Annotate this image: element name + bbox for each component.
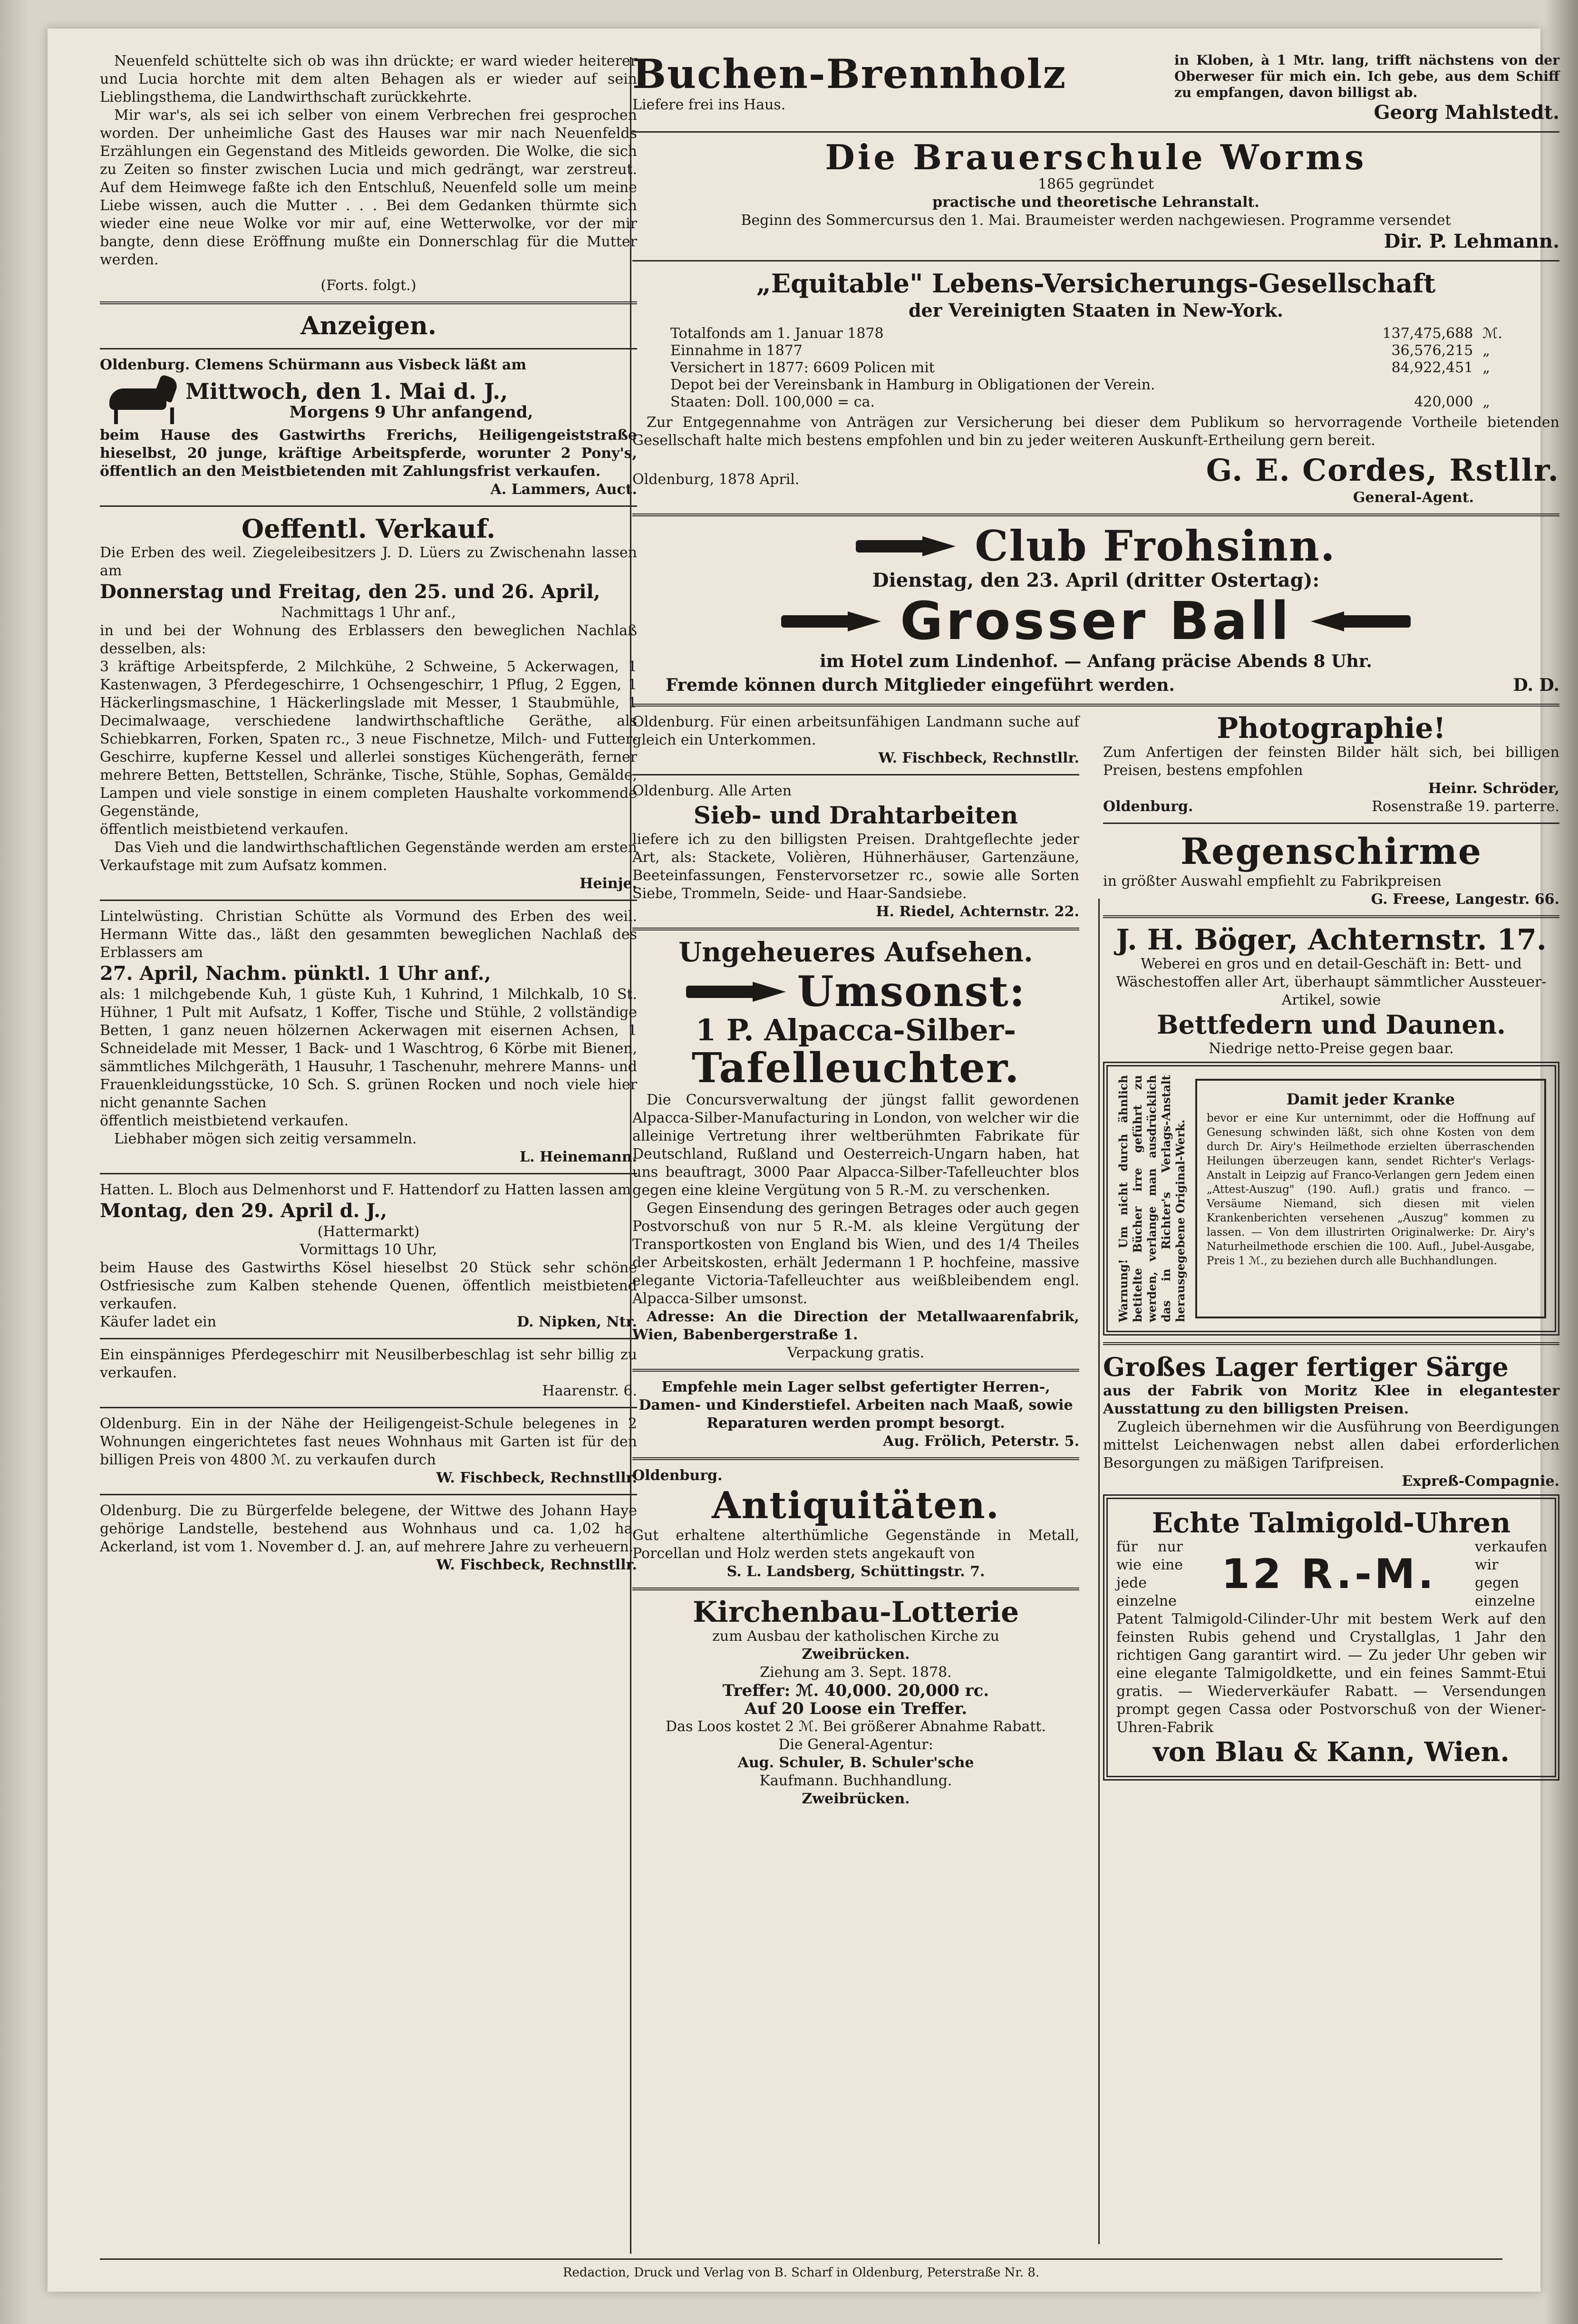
ad-title: Club Frohsinn. [975, 521, 1336, 571]
ad-text: Weberei en gros und en detail-Geschäft in: Bett- und Wäschestoffen aller Art, überhaupt sämmtlicher Aussteuer-Artikel, sowie [1116, 956, 1547, 1008]
ad-text: in Kloben, à 1 Mtr. lang, trifft nächstens von der Oberweser für mich ein. Ich gebe, aus dem Schiff zu empfangen, davon billigst ab. [1174, 52, 1559, 100]
continuation-note: (Forts. folgt.) [320, 277, 416, 294]
ad-signature: D. Nipken, Ntr. [517, 1314, 637, 1330]
ad-text: Gegen Einsendung des geringen Betrages oder auch gegen Postvorschuß von nur 5 R.-M. als kleine Vergütung der Transportkosten von England bis Wien, und des 1/4 Theiles der Arbeitskosten, erhält Jedermann 1 P. hochfeine, massive elegante Victoria-Tafelleuchter aus weißbleibendem engl. Alpacca-Silber umsonst. [632, 1200, 1079, 1307]
ad-signature: A. Lammers, Auct. [490, 481, 637, 498]
ad-text: Verpackung gratis. [787, 1345, 925, 1361]
ad-time: Nachmittags 1 Uhr anf., [281, 604, 456, 621]
divider [1103, 915, 1559, 918]
ad-text: Adresse: An die Direction der Metallwaarenfabrik, Wien, Babenbergerstraße 1. [632, 1308, 1079, 1343]
divider [632, 774, 1079, 775]
ad-text: Oldenburg. [632, 1467, 723, 1484]
table-cell [1383, 377, 1473, 394]
pointing-hand-icon [1311, 607, 1411, 635]
pointing-hand-icon [856, 532, 956, 560]
ad-text: öffentlich meistbietend verkaufen. [100, 1113, 349, 1129]
figures-table [670, 325, 1502, 411]
table-cell: Totalfonds am 1. Januar 1878 [670, 325, 884, 342]
divider [632, 1588, 1079, 1590]
ad-signature: W. Fischbeck, Rechnstllr. [436, 1470, 637, 1486]
ad-role: General-Agent. [1353, 489, 1474, 506]
ad-text: Oldenburg. Alle Arten [632, 783, 792, 799]
ad-time: Morgens 9 Uhr anfangend, [289, 403, 533, 422]
ad-text: Aug. Schuler, B. Schuler'sche [737, 1754, 974, 1771]
ad-text: verkaufen wir gegen einzelne [1475, 1539, 1548, 1609]
ad-harness [100, 1346, 637, 1400]
ad-sieve [632, 782, 1079, 921]
ad-text: Beginn des Sommercursus den 1. Mai. Braumeister werden nachgewiesen. Programme versendet [741, 212, 1451, 229]
ad-place: Oldenburg. [1103, 798, 1193, 815]
story-paragraph: Mir war's, als sei ich selber von einem Verbrechen frei gesprochen worden. Der unheimliche Gast des Hauses war mir nach Neuenfelds Erzählungen ein Gegenstand des Mitleids geworden. Die Wolke, die sich zu Zeiten so finster zwischen Lucia und mich gedrängt, war zerstreut. Auf dem Heimwege faßte ich den Entschluß, Neuenfeld solle um meine Liebe wissen, auch die Mutter . . . Bei dem Gedanken thürmte sich wieder eine neue Wolke vor mir auf, eine Wetterwolke, vor der mir bangte, denn diese Eröffnung mußte ein Donnerschlag für die Mutter werden. [100, 107, 637, 268]
left-column [100, 52, 637, 1574]
ad-signature: H. Riedel, Achternstr. 22. [876, 903, 1079, 920]
divider [100, 900, 637, 901]
ad-title: Oeffentl. Verkauf. [242, 513, 495, 544]
ad-date: Mittwoch, den 1. Mai d. J., [185, 378, 508, 404]
ad-text: liefere ich zu den billigsten Preisen. Drahtgeflechte jeder Art, als: Stackete, Volièren, Hühnerhäuser, Gartenzäune, Beeteinfassungen, Fenstervorsetzer rc., sowie alle Sorten Siebe, Trommeln, Seide- und Haar-Sandsiebe. [632, 831, 1079, 902]
ad-text: practische und theoretische Lehranstalt. [932, 194, 1259, 211]
ad-text: Liebhaber mögen sich zeitig versammeln. [114, 1131, 417, 1147]
ad-text: bevor er eine Kur unternimmt, oder die Hoffnung auf Genesung schwinden läßt, sich ohne Kosten von dem durch Dr. Airy's Heilmethode erzielten überraschenden Heilungen überzeugen kann, sendet Richter's Verlags-Anstalt in Leipzig auf Franco-Verlangen gern Jedem einen „Attest-Auszug" (190. Aufl.) gratis und franco. — Versäume Niemand, sich diesen mit vielen Krankenberichten versehenen „Auszug" kommen zu lassen. — Von dem illustrirten Originalwerke: Dr. Airy's Naturheilmethode erschien die 100. Aufl., Jubel-Ausgabe, Preis 1 ℳ., zu beziehen durch alle Buchhandlungen. [1207, 1112, 1535, 1267]
ad-title: Ungeheueres Aufsehen. [678, 937, 1033, 968]
horse-icon [100, 374, 185, 426]
right-column [632, 52, 1559, 1808]
ad-text: Ziehung am 3. Sept. 1878. [760, 1664, 952, 1681]
ad-text: Niedrige netto-Preise gegen baar. [1209, 1040, 1454, 1057]
ad-text: Zur Entgegennahme von Anträgen zur Versicherung bei dieser dem Publikum so hervorragende Vortheile bietenden Gesellschaft halte mich bestens empfohlen und bin zu jeder weiteren Auskunft-Ertheilung gern bereit. [632, 414, 1559, 449]
ad-text: Oldenburg. Ein in der Nähe der Heiligengeist-Schule belegenes in 2 Wohnungen eingerichtetes fast neues Wohnhaus mit Garten ist für den billigen Preis von 4800 ℳ. zu verkaufen durch [100, 1415, 637, 1468]
imprint-footer: Redaction, Druck und Verlag von B. Scharf in Oldenburg, Peterstraße Nr. 8. [100, 2258, 1502, 2280]
ad-text: Treffer: ℳ. 40,000. 20,000 rc. [722, 1681, 989, 1700]
ad-title: 1 P. Alpacca-Silber- [696, 1013, 1016, 1047]
table-cell: Einnahme in 1877 [670, 342, 803, 359]
ad-price: 12 R.-M. [1221, 1550, 1437, 1598]
ad-text: in und bei der Wohnung des Erblassers den beweglichen Nachlaß desselben, als: [100, 622, 637, 657]
divider [100, 1494, 637, 1495]
ad-date: Donnerstag und Freitag, den 25. und 26. April, [100, 581, 600, 603]
ad-address: Haarenstr. 6. [542, 1383, 637, 1399]
table-cell: 36,576,215 [1391, 342, 1473, 359]
ad-signature: Georg Mahlstedt. [1374, 101, 1559, 124]
ad-text: Patent Talmigold-Cilinder-Uhr mit bestem Werk auf den feinsten Rubis gehend und Crystallglas, 1 Jahr den richtigen Gang garantirt wird. — Zu jeder Uhr geben wir eine elegante Talmigoldkette, und ein feines Sammt-Etui gratis. — Wiederverkäufer Rabatt. — Versendungen prompt gegen Cassa oder Postvorschuß von der Wiener-Uhren-Fabrik [1116, 1611, 1546, 1736]
ad-text: Ein einspänniges Pferdegeschirr mit Neusilberbeschlag ist sehr billig zu verkaufen. [100, 1346, 637, 1381]
ad-text: für nur wie eine jede einzelne [1116, 1539, 1183, 1609]
ad-signature: S. L. Landsberg, Schüttingstr. 7. [726, 1563, 985, 1580]
divider [1103, 1342, 1559, 1345]
ad-signature: W. Fischbeck, Rechnstllr. [878, 750, 1079, 766]
page-edge-left [0, 0, 29, 2324]
divider [632, 1457, 1079, 1460]
ad-title: Photographie! [1217, 712, 1446, 745]
ad-title: Antiquitäten. [712, 1484, 1000, 1527]
ad-text: Auf 20 Loose ein Treffer. [744, 1699, 968, 1718]
ad-title: „Equitable" Lebens-Versicherungs-Gesellschaft [756, 268, 1436, 299]
ad-signature: L. Heinemann. [520, 1149, 637, 1165]
ad-text: Oldenburg. Die zu Bürgerfelde belegene, der Wittwe des Johann Haye gehörige Landstelle, bestehend aus Wohnhaus und ca. 1,02 ha. Ackerland, ist vom 1. November d. J. an, auf mehrere Jahre zu verheuern. [100, 1502, 637, 1555]
divider [100, 301, 637, 304]
ad-signature: D. D. [1513, 675, 1559, 695]
ad-text: zum Ausbau der katholischen Kirche zu [712, 1628, 999, 1645]
ad-text: Empfehle mein Lager selbst gefertigter Herren-, Damen- und Kinderstiefel. Arbeiten nach Maaß, sowie Reparaturen werden prompt besorgt. [639, 1379, 1073, 1432]
divider [632, 704, 1559, 707]
ad-text: Liefere frei ins Haus. [632, 97, 786, 113]
ad-land [100, 1502, 637, 1574]
ad-headline: Tafelleuchter. [691, 1044, 1020, 1092]
ad-linen [1103, 925, 1559, 1058]
ad-estate-sale [100, 908, 637, 1166]
ad-text: Käufer ladet ein [100, 1314, 217, 1330]
ad-signature: Aug. Frölich, Peterstr. 5. [883, 1433, 1079, 1450]
pointing-hand-icon [686, 977, 786, 1006]
ad-photography [1103, 713, 1559, 816]
ad-cattle-sale [100, 1181, 637, 1331]
story-paragraph: Neuenfeld schüttelte sich ob was ihn drückte; er ward wieder heiterer und Lucia horchte mit dem alten Behagen als er wieder auf sein Lieblingsthema, die Landwirthschaft zurückkehrte. [100, 53, 637, 106]
divider [100, 1407, 637, 1408]
table-cell [1482, 377, 1502, 394]
ad-text: als: 1 milchgebende Kuh, 1 güste Kuh, 1 Kuhrind, 1 Milchkalb, 10 St. Hühner, 1 Pult mit Aufsatz, 1 Koffer, Tische und Stühle, 2 vollständige Betten, 1 ganz neuen hölzernen Ackerwagen mit eisernen Achsen, 1 Schneidelade mit Messer, 1 Back- und 1 Waschtrog, 6 Körbe mit Bienen, sämmtliches Milchgeräth, 1 Hausuhr, 1 Taschenuhr, mehrere Manns- und Frauenkleidungsstücke, 10 Sch. S. grünen Rocken und noch viele hier nicht genannte Sachen [100, 986, 637, 1111]
ad-text: 3 kräftige Arbeitspferde, 2 Milchkühe, 2 Schweine, 5 Ackerwagen, 1 Kastenwagen, 3 Pferdegeschirre, 1 Ochsengeschirr, 1 Pflug, 2 Eggen, 1 Häckerlingsmaschine, 1 Häckerlingslade mit Messer, 1 Staubmühle, 1 Decimalwaage, verschiedene landwirthschaftliche Geräthe, als Schiebkarren, Forken, Spaten rc., 3 neue Fischnetze, Milch- und Futter-Geschirre, kupferne Kessel und allerlei sonstiges Küchengeräth, ferner mehrere Betten, Bettstellen, Schränke, Tische, Stühle, Sophas, Gemälde, Lampen und viele sonstige in einem completen Haushalte vorkommende Gegenstände, [100, 658, 637, 820]
table-cell: „ [1482, 342, 1490, 359]
ad-signature: G. Freese, Langestr. 66. [1371, 891, 1559, 908]
ad-title: Sieb- und Drahtarbeiten [693, 801, 1018, 829]
ad-text: öffentlich meistbietend verkaufen. [100, 821, 349, 838]
ad-subtitle: der Vereinigten Staaten in New-York. [908, 300, 1284, 321]
ad-firewood [632, 52, 1559, 125]
ad-title: Bettfedern und Daunen. [1157, 1009, 1506, 1040]
divider [632, 260, 1559, 261]
divider [1103, 823, 1559, 824]
ad-house [100, 1415, 637, 1487]
table-cell: 84,922,451 [1391, 359, 1473, 376]
divider [100, 1173, 637, 1174]
ad-candlesticks [632, 937, 1079, 1362]
ad-title: Echte Talmigold-Uhren [1152, 1507, 1511, 1539]
ad-text: Zum Anfertigen der feinsten Bilder hält sich, bei billigen Preisen, bestens empfohlen [1103, 744, 1559, 779]
table-cell: Staaten: Doll. 100,000 = ca. [670, 394, 875, 410]
ad-public-sale [100, 513, 637, 893]
ad-date: Dienstag, den 23. April (dritter Ostertag): [872, 569, 1320, 591]
lower-ads [632, 713, 1559, 1808]
ad-antiques [632, 1467, 1079, 1581]
table-cell: Depot bei der Vereinsbank in Hamburg in Obligationen der Verein. [670, 377, 1155, 393]
ad-place: (Hattermarkt) [317, 1223, 420, 1240]
ad-umbrellas [1103, 831, 1559, 909]
ad-text: Die Erben des weil. Ziegeleibesitzers J. D. Lüers zu Zwischenahn lassen am [100, 544, 637, 579]
ad-headline: Umsonst: [797, 967, 1026, 1016]
ad-text: Hatten. L. Bloch aus Delmenhorst und F. Hattendorf zu Hatten lassen am [100, 1181, 631, 1198]
ad-title: Großes Lager fertiger Särge [1103, 1352, 1509, 1382]
ad-address: Rosenstraße 19. parterre. [1372, 798, 1559, 815]
ad-lottery [632, 1597, 1079, 1808]
ad-text: Die Concursverwaltung der jüngst fallit gewordenen Alpacca-Silber-Manufacturing in London, von welcher wir die alleinige Vertretung ihrer weltberühmten Fabrikate für Deutschland, Rußland und Oesterreich-Ungarn haben, hat uns beauftragt, 3000 Paar Alpacca-Silber-Tafelleuchter blos gegen eine kleine Vergütung von 5 R.-M. zu verschenken. [632, 1092, 1079, 1199]
ad-text: Kaufmann. Buchhandlung. [759, 1772, 952, 1789]
ad-headline: Grosser Ball [900, 591, 1292, 651]
ad-horse-auction [100, 356, 637, 499]
ad-text: Lintelwüsting. Christian Schütte als Vormund des Erben des weil. Hermann Witte das., läßt den gesammten beweglichen Nachlaß des Erblassers am [100, 908, 637, 961]
ad-signature: von Blau & Kann, Wien. [1153, 1736, 1510, 1768]
ad-title: J. H. Böger, Achternstr. 17. [1116, 923, 1547, 957]
ad-text: Die General-Agentur: [778, 1736, 933, 1753]
ad-signature: W. Fischbeck, Rechnstllr. [436, 1557, 637, 1573]
ad-text: beim Hause des Gastwirths Kösel hieselbst 20 Stück sehr schöne Ostfriesische zum Kalben stehende Quenen, öffentlich meistbietend verkaufen. [100, 1259, 637, 1312]
ad-insurance [632, 268, 1559, 507]
ad-signature: Dir. P. Lehmann. [1384, 230, 1559, 252]
ad-club [632, 523, 1559, 697]
table-cell: 137,475,688 [1382, 325, 1473, 342]
pointing-hand-icon [781, 607, 881, 635]
ad-title: Die Brauerschule Worms [825, 137, 1367, 177]
ad-time: Vormittags 10 Uhr, [300, 1241, 437, 1258]
ad-text: Oldenburg. Für einen arbeitsunfähigen Landmann suche auf gleich ein Unterkommen. [632, 714, 1079, 748]
ad-text: Fremde können durch Mitglieder eingeführt werden. [666, 675, 1175, 695]
newspaper-page [48, 29, 1559, 2292]
divider [632, 513, 1559, 516]
ad-signature: Expreß-Compagnie. [1402, 1473, 1559, 1490]
divider [632, 928, 1079, 930]
table-cell: „ [1482, 394, 1490, 410]
divider [100, 1338, 637, 1339]
table-cell: 420,000 [1414, 394, 1473, 410]
ad-text: Das Loos kostet 2 ℳ. Bei größerer Abnahme Rabatt. [666, 1718, 1046, 1735]
ad-date: Montag, den 29. April d. J., [100, 1200, 387, 1222]
section-title: Anzeigen. [300, 311, 436, 340]
table-cell: Versichert in 1877: 6609 Policen mit [670, 359, 935, 376]
ad-text: beim Hause des Gastwirths Frerichs, Heiligengeiststraße hieselbst, 20 junge, kräftige Arbeitspferde, worunter 2 Pony's, öffentlich an den Meistbietenden mit Zahlungsfrist verkaufen. [100, 427, 637, 480]
divider [632, 1369, 1079, 1372]
ad-place: Oldenburg, 1878 April. [632, 471, 800, 488]
ad-coffins [1103, 1352, 1559, 1491]
ad-farmer [632, 713, 1079, 767]
ad-watches [1103, 1494, 1559, 1781]
divider [100, 505, 637, 507]
warning-sidebar: Warnung! Um nicht durch ähnlich betitelte Bücher irre geführt zu werden, verlange man ausdrücklich das in Richter's Verlags-Anstalt herausgegebene Original-Werk. [1116, 1075, 1187, 1322]
ad-medical-book [1103, 1062, 1559, 1336]
ad-text: Zugleich übernehmen wir die Ausführung von Beerdigungen mittelst Leichenwagen nebst allen dabei erforderlichen Besorgungen zu mäßigen Tarifpreisen. [1103, 1419, 1559, 1472]
ad-text: im Hotel zum Lindenhof. — Anfang präcise Abends 8 Uhr. [820, 651, 1372, 671]
ad-signature: Heinr. Schröder, [1428, 780, 1559, 797]
ad-title: Kirchenbau-Lotterie [692, 1596, 1019, 1629]
ad-text: Oldenburg. Clemens Schürmann aus Visbeck läßt am [100, 357, 527, 373]
middle-subcolumn [632, 713, 1079, 1808]
ad-text: in größter Auswahl empfiehlt zu Fabrikpreisen [1103, 873, 1442, 890]
ad-text: Zweibrücken. [802, 1646, 910, 1663]
ad-title: Buchen-Brennholz [632, 50, 1067, 97]
ad-inner-box [1195, 1079, 1546, 1318]
divider [100, 348, 637, 349]
ad-date: 27. April, Nachm. pünktl. 1 Uhr anf., [100, 962, 491, 985]
ad-text: 1865 gegründet [1037, 176, 1154, 193]
right-subcolumn [1103, 713, 1559, 1808]
ad-brewing-school [632, 139, 1559, 253]
ad-boots [632, 1378, 1079, 1451]
divider [632, 131, 1559, 133]
ad-title: Damit jeder Kranke [1286, 1090, 1455, 1108]
ad-signature: Heinje. [579, 875, 637, 892]
table-cell: ℳ. [1482, 325, 1502, 342]
ad-title: Regenschirme [1180, 830, 1482, 872]
ad-text: aus der Fabrik von Moritz Klee in elegantester Ausstattung zu den billigsten Preisen. [1103, 1383, 1559, 1417]
ad-text: Zweibrücken. [802, 1791, 910, 1807]
table-cell: „ [1482, 359, 1490, 376]
ad-signature: G. E. Cordes, Rstllr. [1206, 453, 1559, 488]
ad-text: Gut erhaltene alterthümliche Gegenstände in Metall, Porcellan und Holz werden stets angekauft von [632, 1527, 1079, 1562]
ad-text: Das Vieh und die landwirthschaftlichen Gegenstände werden am ersten Verkaufstage mit zum Aufsatz kommen. [100, 839, 637, 874]
